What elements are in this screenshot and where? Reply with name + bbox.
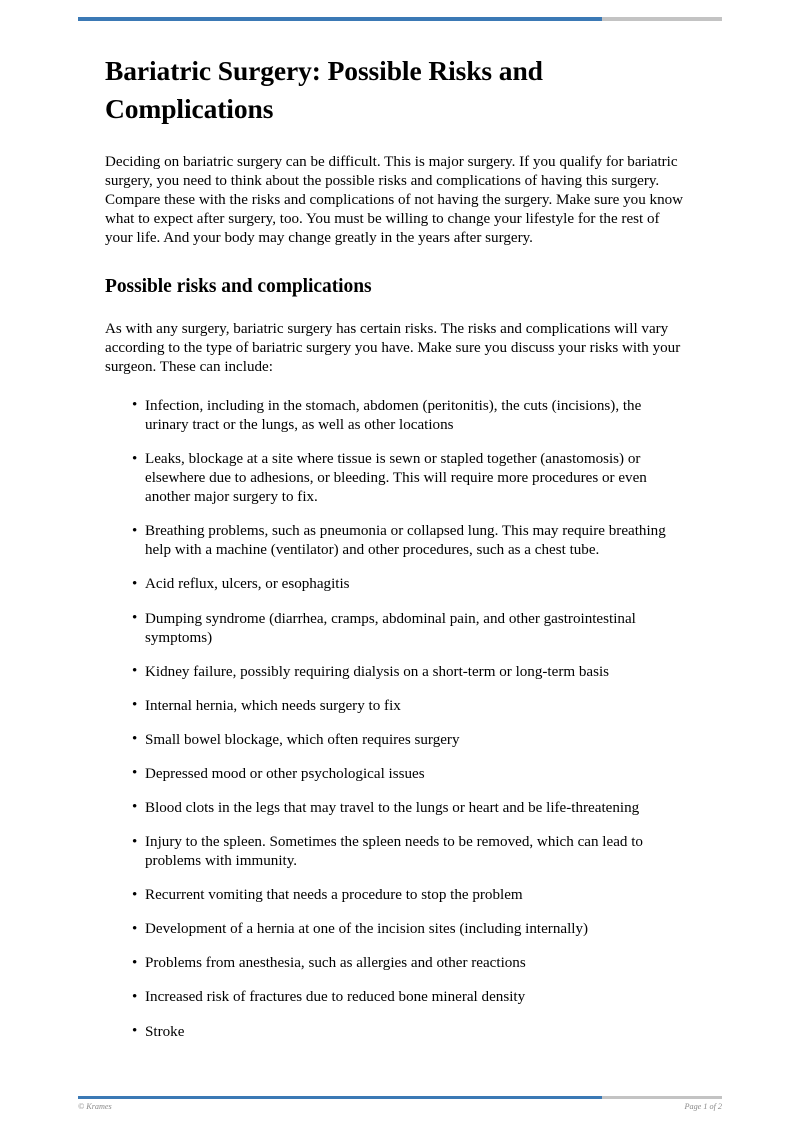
bullet-icon: • <box>132 799 138 816</box>
list-item <box>105 988 682 1007</box>
footer-copyright: © Krames <box>78 1102 112 1111</box>
footer-rule-secondary-segment <box>602 1096 722 1099</box>
list-item-label: Dumping syndrome (diarrhea, cramps, abdominal pain, and other gastrointestinal symptoms) <box>145 610 636 646</box>
list-item <box>105 663 682 682</box>
section-intro-paragraph: As with any surgery, bariatric surgery has certain risks. The risks and complications will vary according to the type of bariatric surgery you have. Make sure you discuss your risks with your surgeon. These can include: <box>105 320 681 375</box>
document-content <box>105 52 722 1057</box>
list-item-label: Increased risk of fractures due to reduced bone mineral density <box>145 989 526 1006</box>
page-footer <box>78 1102 722 1111</box>
list-item-label: Kidney failure, possibly requiring dialysis on a short-term or long-term basis <box>145 663 610 680</box>
list-item-label: Acid reflux, ulcers, or esophagitis <box>145 576 350 593</box>
list-item <box>105 610 682 648</box>
page-title: Bariatric Surgery: Possible Risks and Complications <box>105 55 543 124</box>
bullet-icon: • <box>132 663 138 680</box>
bullet-icon: • <box>132 1023 138 1040</box>
list-item-label: Infection, including in the stomach, abdomen (peritonitis), the cuts (incisions), the urinary tract or the lungs, as well as other locations <box>145 397 642 433</box>
bullet-icon: • <box>132 575 138 592</box>
section-heading-possible-risks: Possible risks and complications <box>105 276 372 298</box>
list-item-label: Blood clots in the legs that may travel to the lungs or heart and be life-threatening <box>145 799 640 816</box>
bullet-icon: • <box>132 731 138 748</box>
bullet-icon: • <box>132 697 138 714</box>
list-item <box>105 799 682 818</box>
bullet-icon: • <box>132 397 138 414</box>
list-item-label: Leaks, blockage at a site where tissue is sewn or stapled together (anastomosis) or elsewhere due to adhesions, or bleeding. This will require more procedures or even another major surgery to fix. <box>145 451 647 506</box>
list-item <box>105 920 682 939</box>
list-item-label: Internal hernia, which needs surgery to fix <box>145 697 401 714</box>
list-item <box>105 522 682 560</box>
list-item-label: Problems from anesthesia, such as allergies and other reactions <box>145 955 526 972</box>
list-item <box>105 575 682 594</box>
list-item-label: Breathing problems, such as pneumonia or collapsed lung. This may require breathing help with a machine (ventilator) and other procedures, such as a chest tube. <box>145 523 666 559</box>
bullet-icon: • <box>132 886 138 903</box>
bullet-icon: • <box>132 920 138 937</box>
footer-page-number: Page 1 of 2 <box>684 1102 722 1111</box>
list-item <box>105 397 682 435</box>
list-item-label: Depressed mood or other psychological issues <box>145 765 425 782</box>
header-rule-secondary-segment <box>602 17 722 21</box>
list-item-label: Development of a hernia at one of the incision sites (including internally) <box>145 921 589 938</box>
list-item <box>105 731 682 750</box>
list-item <box>105 697 682 716</box>
list-item <box>105 1023 682 1042</box>
list-item-label: Recurrent vomiting that needs a procedure to stop the problem <box>145 887 523 904</box>
list-item <box>105 450 682 507</box>
list-item-label: Stroke <box>145 1023 185 1040</box>
list-item-label: Small bowel blockage, which often requires surgery <box>145 731 460 748</box>
risk-list <box>105 397 722 1042</box>
bullet-icon: • <box>132 610 138 627</box>
footer-rule <box>78 1096 722 1099</box>
footer-rule-primary-segment <box>78 1096 602 1099</box>
bullet-icon: • <box>132 988 138 1005</box>
list-item <box>105 765 682 784</box>
bullet-icon: • <box>132 833 138 850</box>
list-item <box>105 833 682 871</box>
bullet-icon: • <box>132 522 138 539</box>
bullet-icon: • <box>132 765 138 782</box>
bullet-icon: • <box>132 954 138 971</box>
list-item-label: Injury to the spleen. Sometimes the spleen needs to be removed, which can lead to problems with immunity. <box>145 834 643 870</box>
bullet-icon: • <box>132 450 138 467</box>
list-item <box>105 954 682 973</box>
header-rule-primary-segment <box>78 17 602 21</box>
list-item <box>105 886 682 905</box>
intro-paragraph: Deciding on bariatric surgery can be difficult. This is major surgery. If you qualify for bariatric surgery, you need to think about the possible risks and complications of having this surgery. Compare these with the risks and complications of not having the surgery. Make sure you know what to expect after surgery, too. You must be willing to change your lifestyle for the rest of your life. And your body may change greatly in the years after surgery. <box>105 153 684 247</box>
header-rule <box>78 17 722 21</box>
